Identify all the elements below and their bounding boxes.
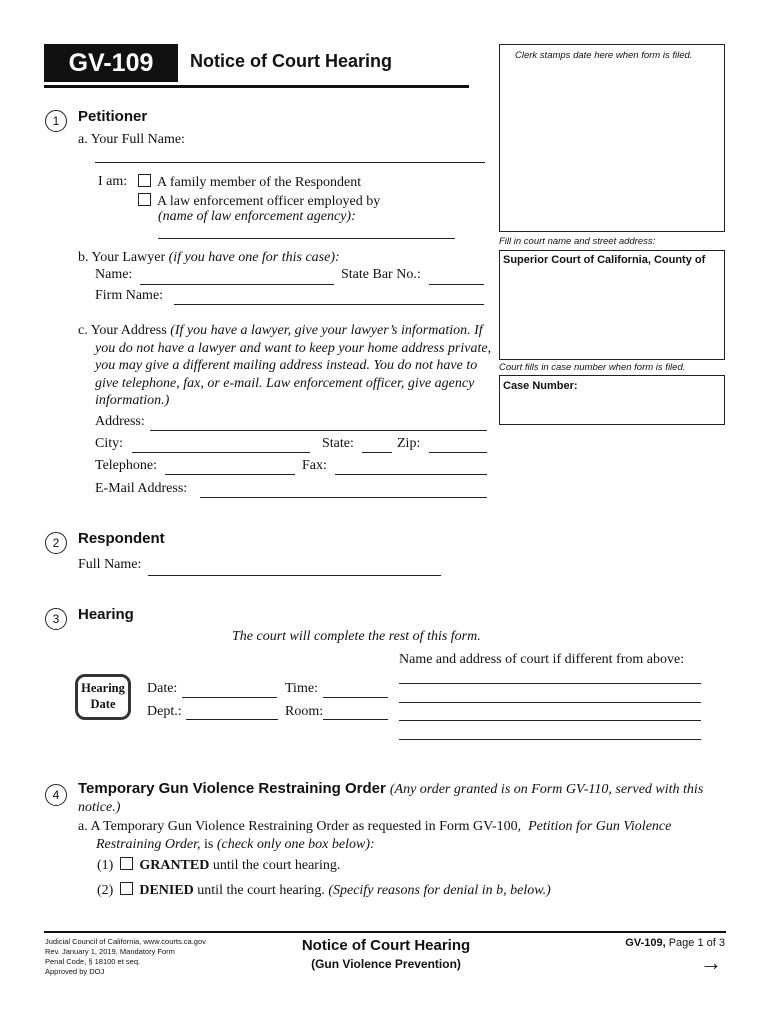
section-3-number: 3 <box>45 608 67 630</box>
tgvro-status-text: a. A Temporary Gun Violence Restraining Order as requested in Form GV-100, Petition for Gun Violence Restraining Order, is (check only one box below): <box>78 819 672 852</box>
zip-field[interactable] <box>429 452 487 453</box>
court-name-label: Superior Court of California, County of <box>503 254 706 266</box>
case-number-label: Case Number: <box>503 380 578 392</box>
family-member-checkbox[interactable] <box>138 174 151 187</box>
fax-field[interactable] <box>335 474 487 475</box>
i-am-label: I am: <box>98 174 128 189</box>
hearing-room-label: Room: <box>285 704 324 719</box>
alt-court-line-1[interactable] <box>399 683 701 684</box>
section-4-number: 4 <box>45 784 67 806</box>
full-name-field[interactable] <box>95 162 485 163</box>
full-name-label: a. Your Full Name: <box>78 132 185 147</box>
alt-court-line-3[interactable] <box>399 720 701 721</box>
footer-page-info: GV-109, Page 1 of 3 <box>625 937 725 949</box>
next-page-arrow-icon[interactable]: → <box>700 950 722 975</box>
fax-label: Fax: <box>302 458 327 473</box>
granted-checkbox[interactable] <box>120 857 133 870</box>
telephone-label: Telephone: <box>95 458 157 473</box>
state-bar-field[interactable] <box>429 284 484 285</box>
hearing-date-badge: Hearing Date <box>75 674 131 720</box>
telephone-field[interactable] <box>165 474 295 475</box>
lawyer-name-label: Name: <box>95 267 133 282</box>
address-label: Address: <box>95 414 145 429</box>
firm-name-label: Firm Name: <box>95 288 164 303</box>
respondent-name-field[interactable] <box>148 575 441 576</box>
state-field[interactable] <box>362 452 392 453</box>
option-denied[interactable]: (2) DENIED until the court hearing. (Specify reasons for denial in b, below.) <box>97 883 551 898</box>
section-2-title: Respondent <box>78 530 165 547</box>
lawyer-label: b. Your Lawyer (if you have one for this case): <box>78 250 340 265</box>
lawyer-name-field[interactable] <box>140 284 334 285</box>
agency-name-field[interactable] <box>158 238 455 239</box>
option-granted[interactable]: (1) GRANTED until the court hearing. <box>97 858 341 873</box>
case-number-note: Court fills in case number when form is filed. <box>499 362 686 373</box>
section-1-number: 1 <box>45 110 67 132</box>
court-completes-note: The court will complete the rest of this form. <box>232 629 481 644</box>
clerk-stamp-box <box>499 44 725 232</box>
agency-name-label: (name of law enforcement agency): <box>158 209 356 224</box>
hearing-time-label: Time: <box>285 681 318 696</box>
footer-source: Judicial Council of California, www.courts.ca.gov Rev. January 1, 2019, Mandatory Form Penal Code, § 18100 et seq. Approved by DOJ <box>45 937 206 976</box>
section-2-number: 2 <box>45 532 67 554</box>
section-1-title: Petitioner <box>78 108 148 125</box>
state-bar-label: State Bar No.: <box>341 267 421 282</box>
option-law-enforcement[interactable]: A law enforcement officer employed by <box>138 193 380 210</box>
hearing-dept-label: Dept.: <box>147 704 182 719</box>
state-label: State: <box>322 436 354 451</box>
address-instructions: c. Your Address (If you have a lawyer, give your lawyer’s information. If you do not have a lawyer and want to keep your home address private, you may give a different mailing address instead. You do not have to give telephone, fax, or e-mail. Law enforcement officer, give agency information.) <box>78 323 492 408</box>
hearing-date-label: Date: <box>147 681 178 696</box>
address-field[interactable] <box>150 430 487 431</box>
law-enforcement-checkbox[interactable] <box>138 193 151 206</box>
email-label: E-Mail Address: <box>95 481 188 496</box>
header-rule <box>44 85 469 88</box>
form-code-badge: GV-109 <box>44 44 178 82</box>
section-3-title: Hearing <box>78 606 134 623</box>
respondent-name-label: Full Name: <box>78 557 142 572</box>
city-field[interactable] <box>132 452 310 453</box>
court-name-box[interactable] <box>499 250 725 360</box>
section-4-heading: Temporary Gun Violence Restraining Order (Any order granted is on Form GV-110, served with this notice.) <box>78 780 704 815</box>
zip-label: Zip: <box>397 436 421 451</box>
form-title: Notice of Court Hearing <box>190 51 393 71</box>
hearing-dept-field[interactable] <box>186 719 278 720</box>
alt-court-line-2[interactable] <box>399 702 701 703</box>
court-name-note: Fill in court name and street address: <box>499 236 656 247</box>
city-label: City: <box>95 436 124 451</box>
email-field[interactable] <box>200 497 487 498</box>
hearing-time-field[interactable] <box>323 697 388 698</box>
denied-checkbox[interactable] <box>120 882 133 895</box>
footer-title: Notice of Court Hearing (Gun Violence Prevention) <box>301 937 471 971</box>
alt-court-label: Name and address of court if different from above: <box>399 652 685 667</box>
footer-rule <box>44 931 726 933</box>
firm-name-field[interactable] <box>174 304 484 305</box>
hearing-date-field[interactable] <box>182 697 277 698</box>
clerk-stamp-note: Clerk stamps date here when form is filed. <box>515 50 693 61</box>
option-family-member[interactable]: A family member of the Respondent <box>138 174 361 191</box>
alt-court-line-4[interactable] <box>399 739 701 740</box>
hearing-room-field[interactable] <box>323 719 388 720</box>
